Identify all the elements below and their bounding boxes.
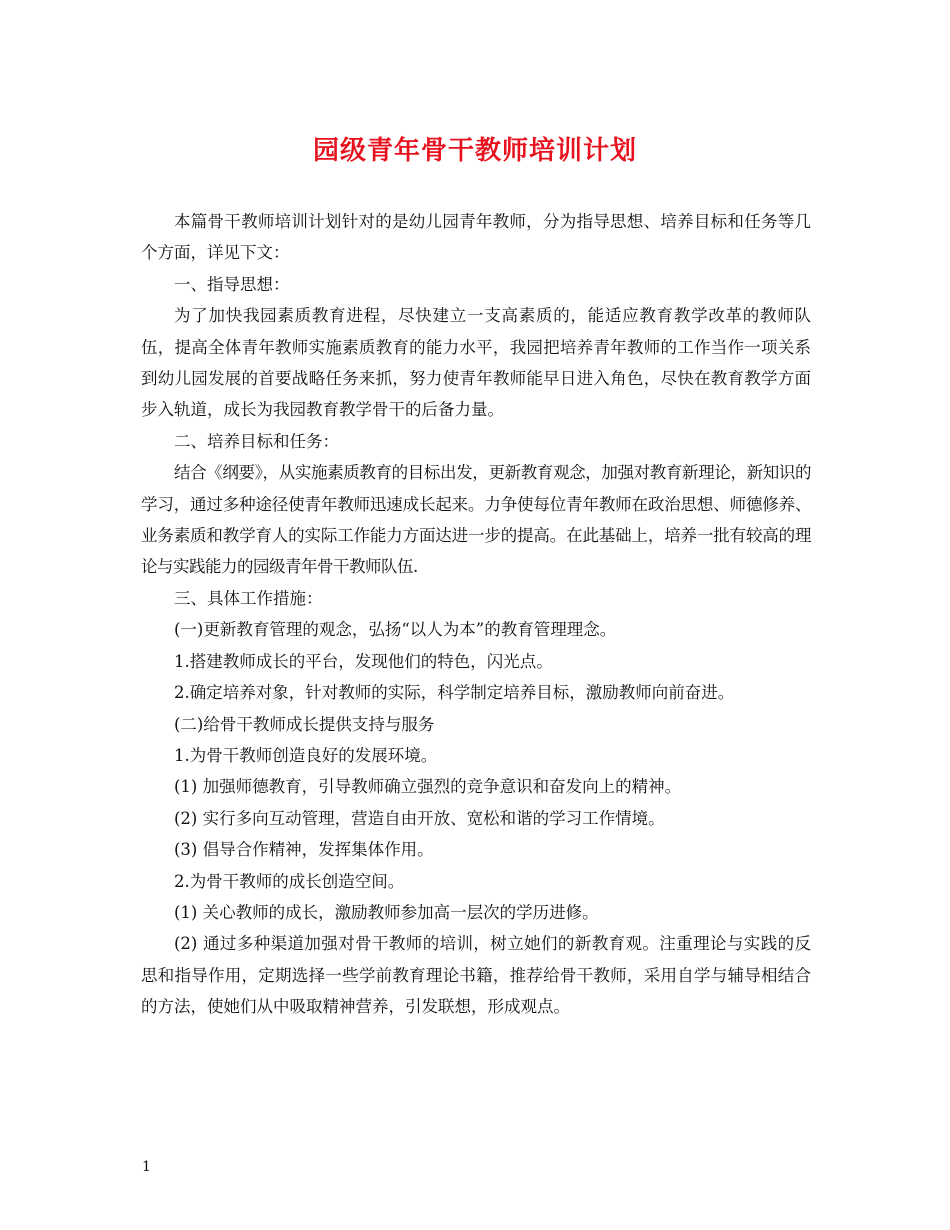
measure-item: 1.为骨干教师创造良好的发展环境。 bbox=[174, 745, 438, 765]
measure-item: 2.为骨干教师的成长创造空间。 bbox=[174, 871, 405, 891]
goals-tasks-paragraph: 结合《纲要》，从实施素质教育的目标出发，更新教育观念，加强对教育新理论，新知识的学习，通过多种途径使青年教师迅速成长起来。力争使每位青年教师在政治思想、师德修养、业务素质和教学育人的实际工作能力方面达进一步的提高。在此基础上，培养一批有较高的理论与实践能力的园级青年骨干教师队伍. bbox=[141, 463, 811, 577]
page-number: 1 bbox=[142, 1159, 151, 1175]
measure-sub-item: (2) 通过多种渠道加强对骨干教师的培训，树立她们的新教育观。注重理论与实践的反思和指导作用，定期选择一些学前教育理论书籍，推荐给骨干教师，采用自学与辅导相结合的方法，使她们从中吸取精神营养，引发联想，形成观点。 bbox=[141, 934, 811, 1017]
document-body bbox=[141, 206, 811, 1023]
measure-sub-item: (3) 倡导合作精神，发挥集体作用。 bbox=[174, 840, 434, 860]
measure-item: 2.确定培养对象，针对教师的实际，科学制定培养目标，激励教师向前奋进。 bbox=[174, 683, 735, 703]
measure-sub-item: (1) 关心教师的成长，激励教师参加高一层次的学历进修。 bbox=[174, 902, 599, 922]
measure-item: 1.搭建教师成长的平台，发现他们的特色，闪光点。 bbox=[174, 651, 553, 671]
section-heading-guiding-ideology: 一、指导思想： bbox=[174, 274, 290, 294]
measure-sub-item: (1) 加强师德教育，引导教师确立强烈的竞争意识和奋发向上的精神。 bbox=[174, 777, 682, 797]
measure-subsection-1: (一)更新教育管理的观念，弘扬“以人为本”的教育管理理念。 bbox=[174, 620, 617, 640]
measure-subsection-2: (二)给骨干教师成长提供支持与服务 bbox=[174, 714, 435, 734]
section-heading-measures: 三、具体工作措施： bbox=[174, 588, 323, 608]
guiding-ideology-paragraph: 为了加快我园素质教育进程，尽快建立一支高素质的，能适应教育教学改革的教师队伍，提高全体青年教师实施素质教育的能力水平，我园把培养青年教师的工作当作一项关系到幼儿园发展的首要战略任务来抓，努力使青年教师能早日进入角色，尽快在教育教学方面步入轨道，成长为我园教育教学骨干的后备力量。 bbox=[141, 306, 811, 420]
measure-sub-item: (2) 实行多向互动管理，营造自由开放、宽松和谐的学习工作情境。 bbox=[174, 808, 665, 828]
section-heading-goals-tasks: 二、培养目标和任务： bbox=[174, 431, 339, 451]
document-title: 园级青年骨干教师培训计划 bbox=[312, 136, 637, 166]
intro-paragraph: 本篇骨干教师培训计划针对的是幼儿园青年教师，分为指导思想、培养目标和任务等几个方面，详见下文： bbox=[141, 212, 811, 263]
